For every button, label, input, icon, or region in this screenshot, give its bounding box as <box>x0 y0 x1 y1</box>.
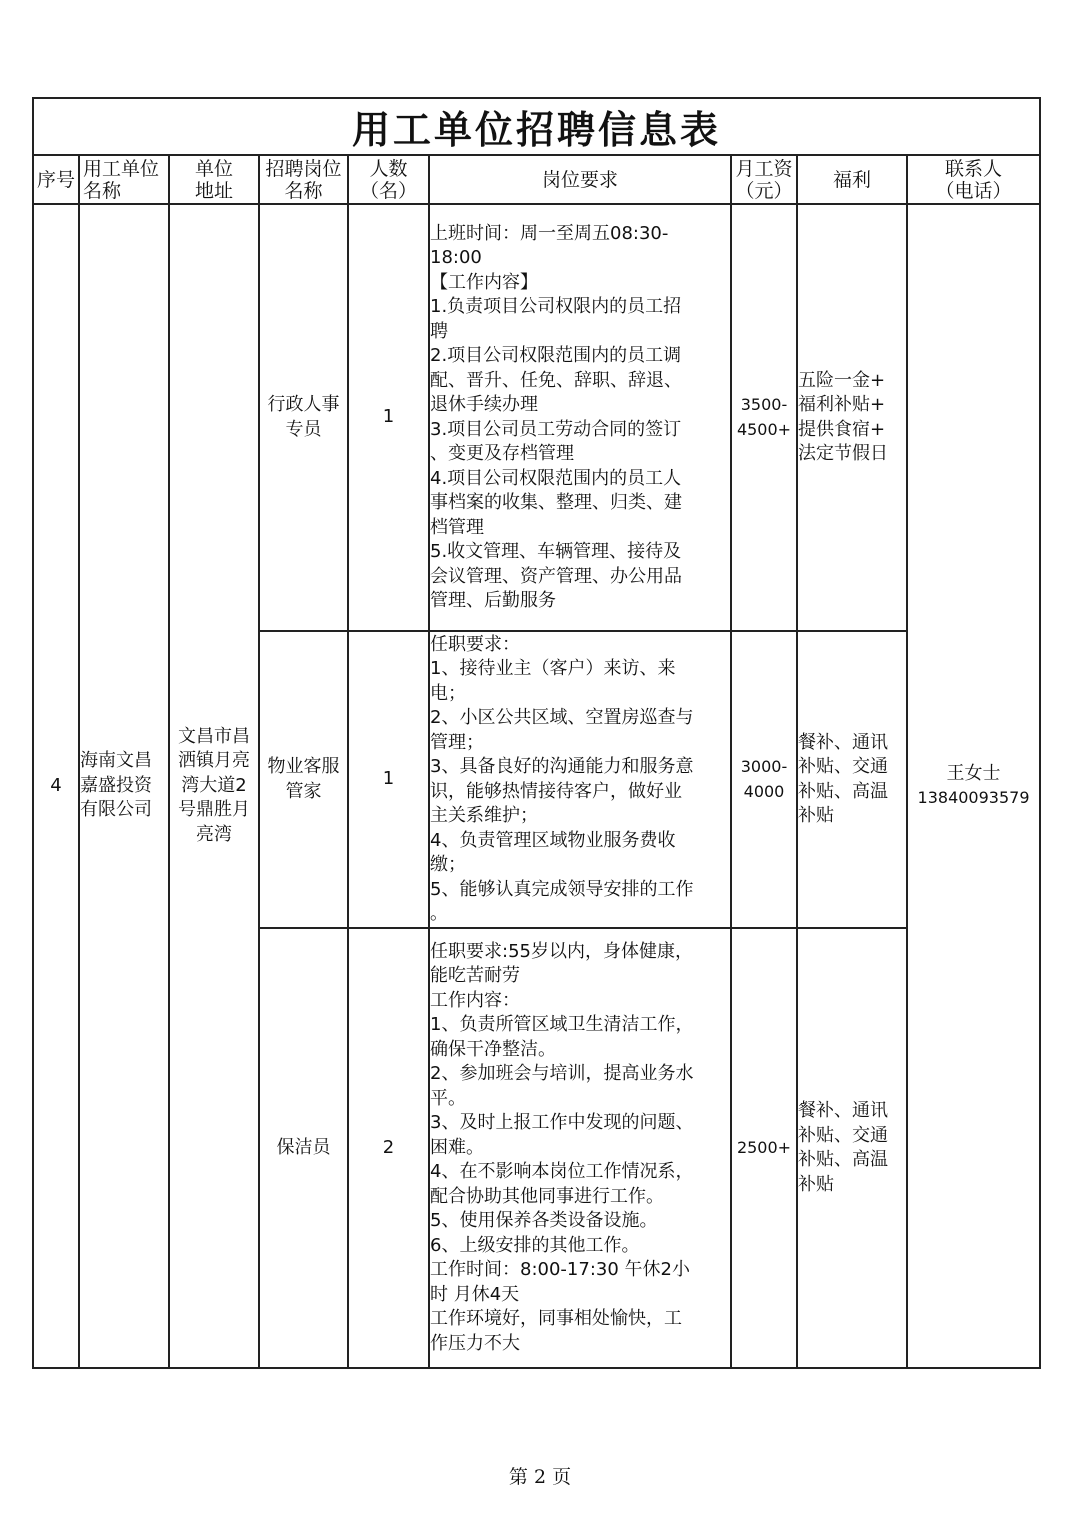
page-number: 第 2 页 <box>508 1466 572 1488</box>
table-row <box>33 204 1040 631</box>
header-contact: 联系人 （电话） <box>907 155 1040 204</box>
header-company: 用工单位 名称 <box>79 155 169 204</box>
recruitment-table <box>32 97 1041 1369</box>
header-count: 人数 （名） <box>348 155 429 204</box>
seq-cell: 4 <box>33 204 79 1368</box>
header-seq: 序号 <box>33 155 79 204</box>
header-benefits: 福利 <box>797 155 907 204</box>
position-cell: 行政人事 专员 <box>259 204 348 631</box>
count-cell: 2 <box>348 928 429 1368</box>
requirements-cell: 任职要求:55岁以内，身体健康， 能吃苦耐劳 工作内容： 1、负责所管区域卫生清洁工作， 确保干净整洁。 2、参加班会与培训，提高业务水 平。 3、及时上报工作中发现的问题、 困难。 4、在不影响本岗位工作情况系， 配合协助其他同事进行工作。 5、使用保养各类设备设施。 6、上级安排的其他工作。 工作时间：8:00-17:30 午休2小 时 月休4天 工作环境好，同事相处愉快，工 作压力不大 <box>429 928 731 1368</box>
benefits-cell: 五险一金+ 福利补贴+ 提供食宿+ 法定节假日 <box>797 204 907 631</box>
count-cell: 1 <box>348 204 429 631</box>
header-requirements: 岗位要求 <box>429 155 731 204</box>
header-salary: 月工资 （元） <box>731 155 797 204</box>
contact-name: 王女士 <box>946 762 1001 784</box>
position-cell: 保洁员 <box>259 928 348 1368</box>
company-cell: 海南文昌 嘉盛投资 有限公司 <box>79 204 169 1368</box>
count-cell: 1 <box>348 631 429 928</box>
position-cell: 物业客服 管家 <box>259 631 348 928</box>
requirements-cell: 任职要求： 1、接待业主（客户）来访、来 电； 2、小区公共区域、空置房巡查与 管理； 3、具备良好的沟通能力和服务意 识，能够热情接待客户，做好业 主关系维护； 4、负责管理区域物业服务费收 缴； 5、能够认真完成领导安排的工作 。 <box>429 631 731 928</box>
address-cell: 文昌市昌 洒镇月亮 湾大道2 号鼎胜月 亮湾 <box>169 204 259 1368</box>
header-position: 招聘岗位 名称 <box>259 155 348 204</box>
salary-cell: 3500- 4500+ <box>731 204 797 631</box>
requirements-cell: 上班时间：周一至周五08:30- 18:00 【工作内容】 1.负责项目公司权限内的员工招 聘 2.项目公司权限范围内的员工调 配、晋升、任免、辞职、辞退、 退休手续办理 3.项目公司员工劳动合同的签订 、变更及存档管理 4.项目公司权限范围内的员工人 事档案的收集、整理、归类、建 档管理 5.收文管理、车辆管理、接待及 会议管理、资产管理、办公用品 管理、后勤服务 <box>429 204 731 631</box>
salary-cell: 2500+ <box>731 928 797 1368</box>
salary-cell: 3000- 4000 <box>731 631 797 928</box>
benefits-cell: 餐补、通讯 补贴、交通 补贴、高温 补贴 <box>797 928 907 1368</box>
header-address: 单位 地址 <box>169 155 259 204</box>
contact-cell <box>907 204 1040 1368</box>
table-title: 用工单位招聘信息表 <box>33 98 1040 155</box>
contact-phone: 13840093579 <box>917 788 1030 807</box>
benefits-cell: 餐补、通讯 补贴、交通 补贴、高温 补贴 <box>797 631 907 928</box>
